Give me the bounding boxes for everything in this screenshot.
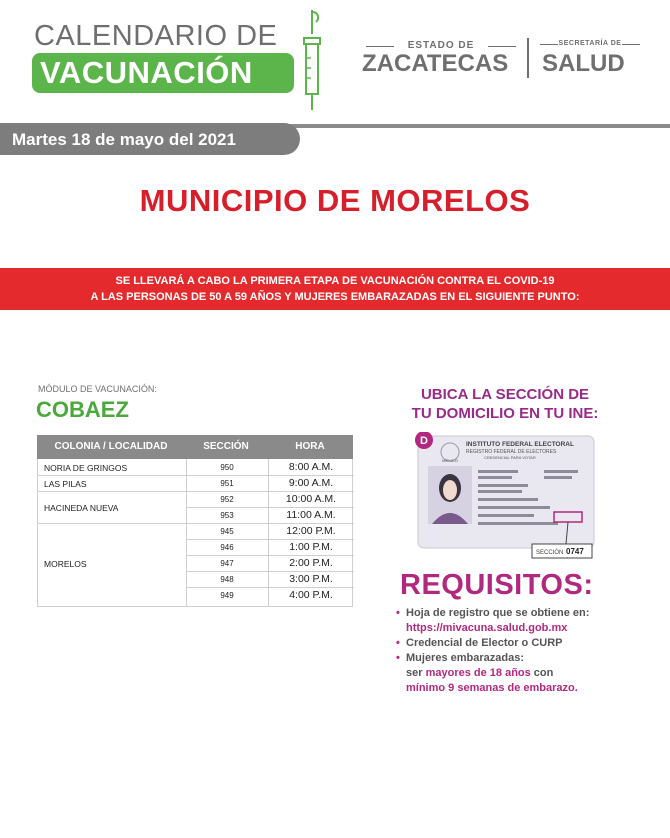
hora-cell: 11:00 A.M. (286, 509, 336, 521)
localidad-cell: LAS PILAS (44, 479, 87, 489)
requisito-text: con (530, 667, 554, 679)
localidad-cell: NORIA DE GRINGOS (44, 463, 128, 473)
seccion-cell: 945 (220, 527, 234, 536)
seccion-cell: 946 (220, 543, 234, 552)
requisito-text: Credencial de Elector o CURP (406, 637, 563, 649)
row-divider (38, 523, 354, 524)
list-item (396, 636, 646, 651)
requisito-text: ser (406, 667, 426, 679)
seccion-cell: 953 (220, 511, 234, 520)
table-header (37, 435, 353, 459)
table-body (37, 459, 353, 607)
seccion-cell: 950 (220, 463, 234, 472)
column-header-hora: HORA (295, 441, 325, 452)
hora-cell: 4:00 P.M. (289, 589, 333, 601)
ubica-line-2: TU DOMICILIO EN TU INE: (411, 405, 599, 422)
requisito-highlight: mínimo 9 semanas de embarazo. (406, 682, 578, 694)
row-divider (186, 539, 354, 540)
hora-cell: 10:00 A.M. (285, 493, 337, 505)
ine-institute: INSTITUTO FEDERAL ELECTORAL (466, 441, 574, 448)
banner-line-1: SE LLEVARÁ A CABO LA PRIMERA ETAPA DE VACUNACIÓN CONTRA EL COVID-19 (115, 275, 555, 287)
hora-cell: 1:00 P.M. (289, 541, 333, 553)
divider (488, 46, 516, 47)
hora-cell: 2:00 P.M. (289, 557, 333, 569)
syringe-icon (298, 8, 326, 112)
ine-seccion-tag: SECCIÓN (536, 550, 564, 556)
ubica-line-1: UBICA LA SECCIÓN DE (420, 386, 590, 403)
list-item (396, 606, 646, 636)
row-divider (38, 491, 354, 492)
ine-seccion-num: 0747 (566, 547, 584, 556)
ine-country: MÉXICO (442, 458, 458, 463)
estado-label: ESTADO DE (407, 40, 475, 51)
secretaria-label: SECRETARÍA DE (558, 40, 622, 47)
seccion-cell: 952 (220, 495, 234, 504)
logo-divider (527, 38, 529, 78)
header-title-badge-text: VACUNACIÓN (40, 55, 253, 90)
hora-cell: 9:00 A.M. (288, 477, 334, 489)
requisito-text: Mujeres embarazadas: (406, 652, 524, 664)
modulo-name: COBAEZ (36, 397, 129, 422)
row-divider (38, 475, 354, 476)
ine-letter: D (420, 435, 428, 447)
divider (622, 44, 640, 45)
announcement-banner (0, 268, 670, 310)
seccion-cell: 947 (220, 559, 234, 568)
hora-cell: 8:00 A.M. (288, 461, 334, 473)
ine-sub-1: REGISTRO FEDERAL DE ELECTORES (466, 449, 557, 455)
row-divider (186, 507, 354, 508)
secretaria-name: SALUD (542, 50, 625, 77)
list-item (396, 651, 646, 696)
hora-cell: 12:00 P.M. (286, 525, 336, 537)
header-rule (290, 124, 670, 128)
date-bar (0, 123, 300, 155)
hora-cell: 3:00 P.M. (289, 573, 333, 585)
seccion-cell: 949 (220, 591, 234, 600)
modulo-label: MÓDULO DE VACUNACIÓN: (38, 384, 157, 394)
estado-name: ZACATECAS (362, 50, 509, 77)
date-text: Martes 18 de mayo del 2021 (12, 130, 236, 149)
header-title-badge (32, 53, 294, 93)
requisitos-list (396, 606, 646, 696)
municipio-title: MUNICIPIO DE MORELOS (139, 183, 531, 218)
localidad-cell: HACINEDA NUEVA (44, 503, 119, 513)
requisitos-title: REQUISITOS: (400, 569, 594, 601)
row-divider (186, 555, 354, 556)
requisito-highlight: mayores de 18 años (425, 667, 531, 679)
banner-line-2: A LAS PERSONAS DE 50 A 59 AÑOS Y MUJERES EMBARAZADAS EN EL SIGUIENTE PUNTO: (90, 291, 580, 303)
row-divider (186, 587, 354, 588)
seccion-cell: 951 (220, 479, 234, 488)
column-header-localidad: COLONIA / LOCALIDAD (54, 441, 168, 452)
mivacuna-link[interactable]: https://mivacuna.salud.gob.mx (406, 622, 568, 634)
requisito-continuation (406, 666, 646, 681)
seccion-cell: 948 (220, 575, 234, 584)
ine-card-illustration (414, 432, 598, 560)
requisito-text: Hoja de registro que se obtiene en: (406, 607, 590, 619)
row-divider (186, 571, 354, 572)
header-title-top: CALENDARIO DE (34, 20, 278, 52)
ubica-heading (390, 385, 620, 423)
ine-sub-2: CREDENCIAL PARA VOTAR (484, 455, 536, 460)
localidad-cell: MORELOS (44, 559, 87, 569)
column-header-seccion: SECCIÓN (203, 441, 249, 452)
